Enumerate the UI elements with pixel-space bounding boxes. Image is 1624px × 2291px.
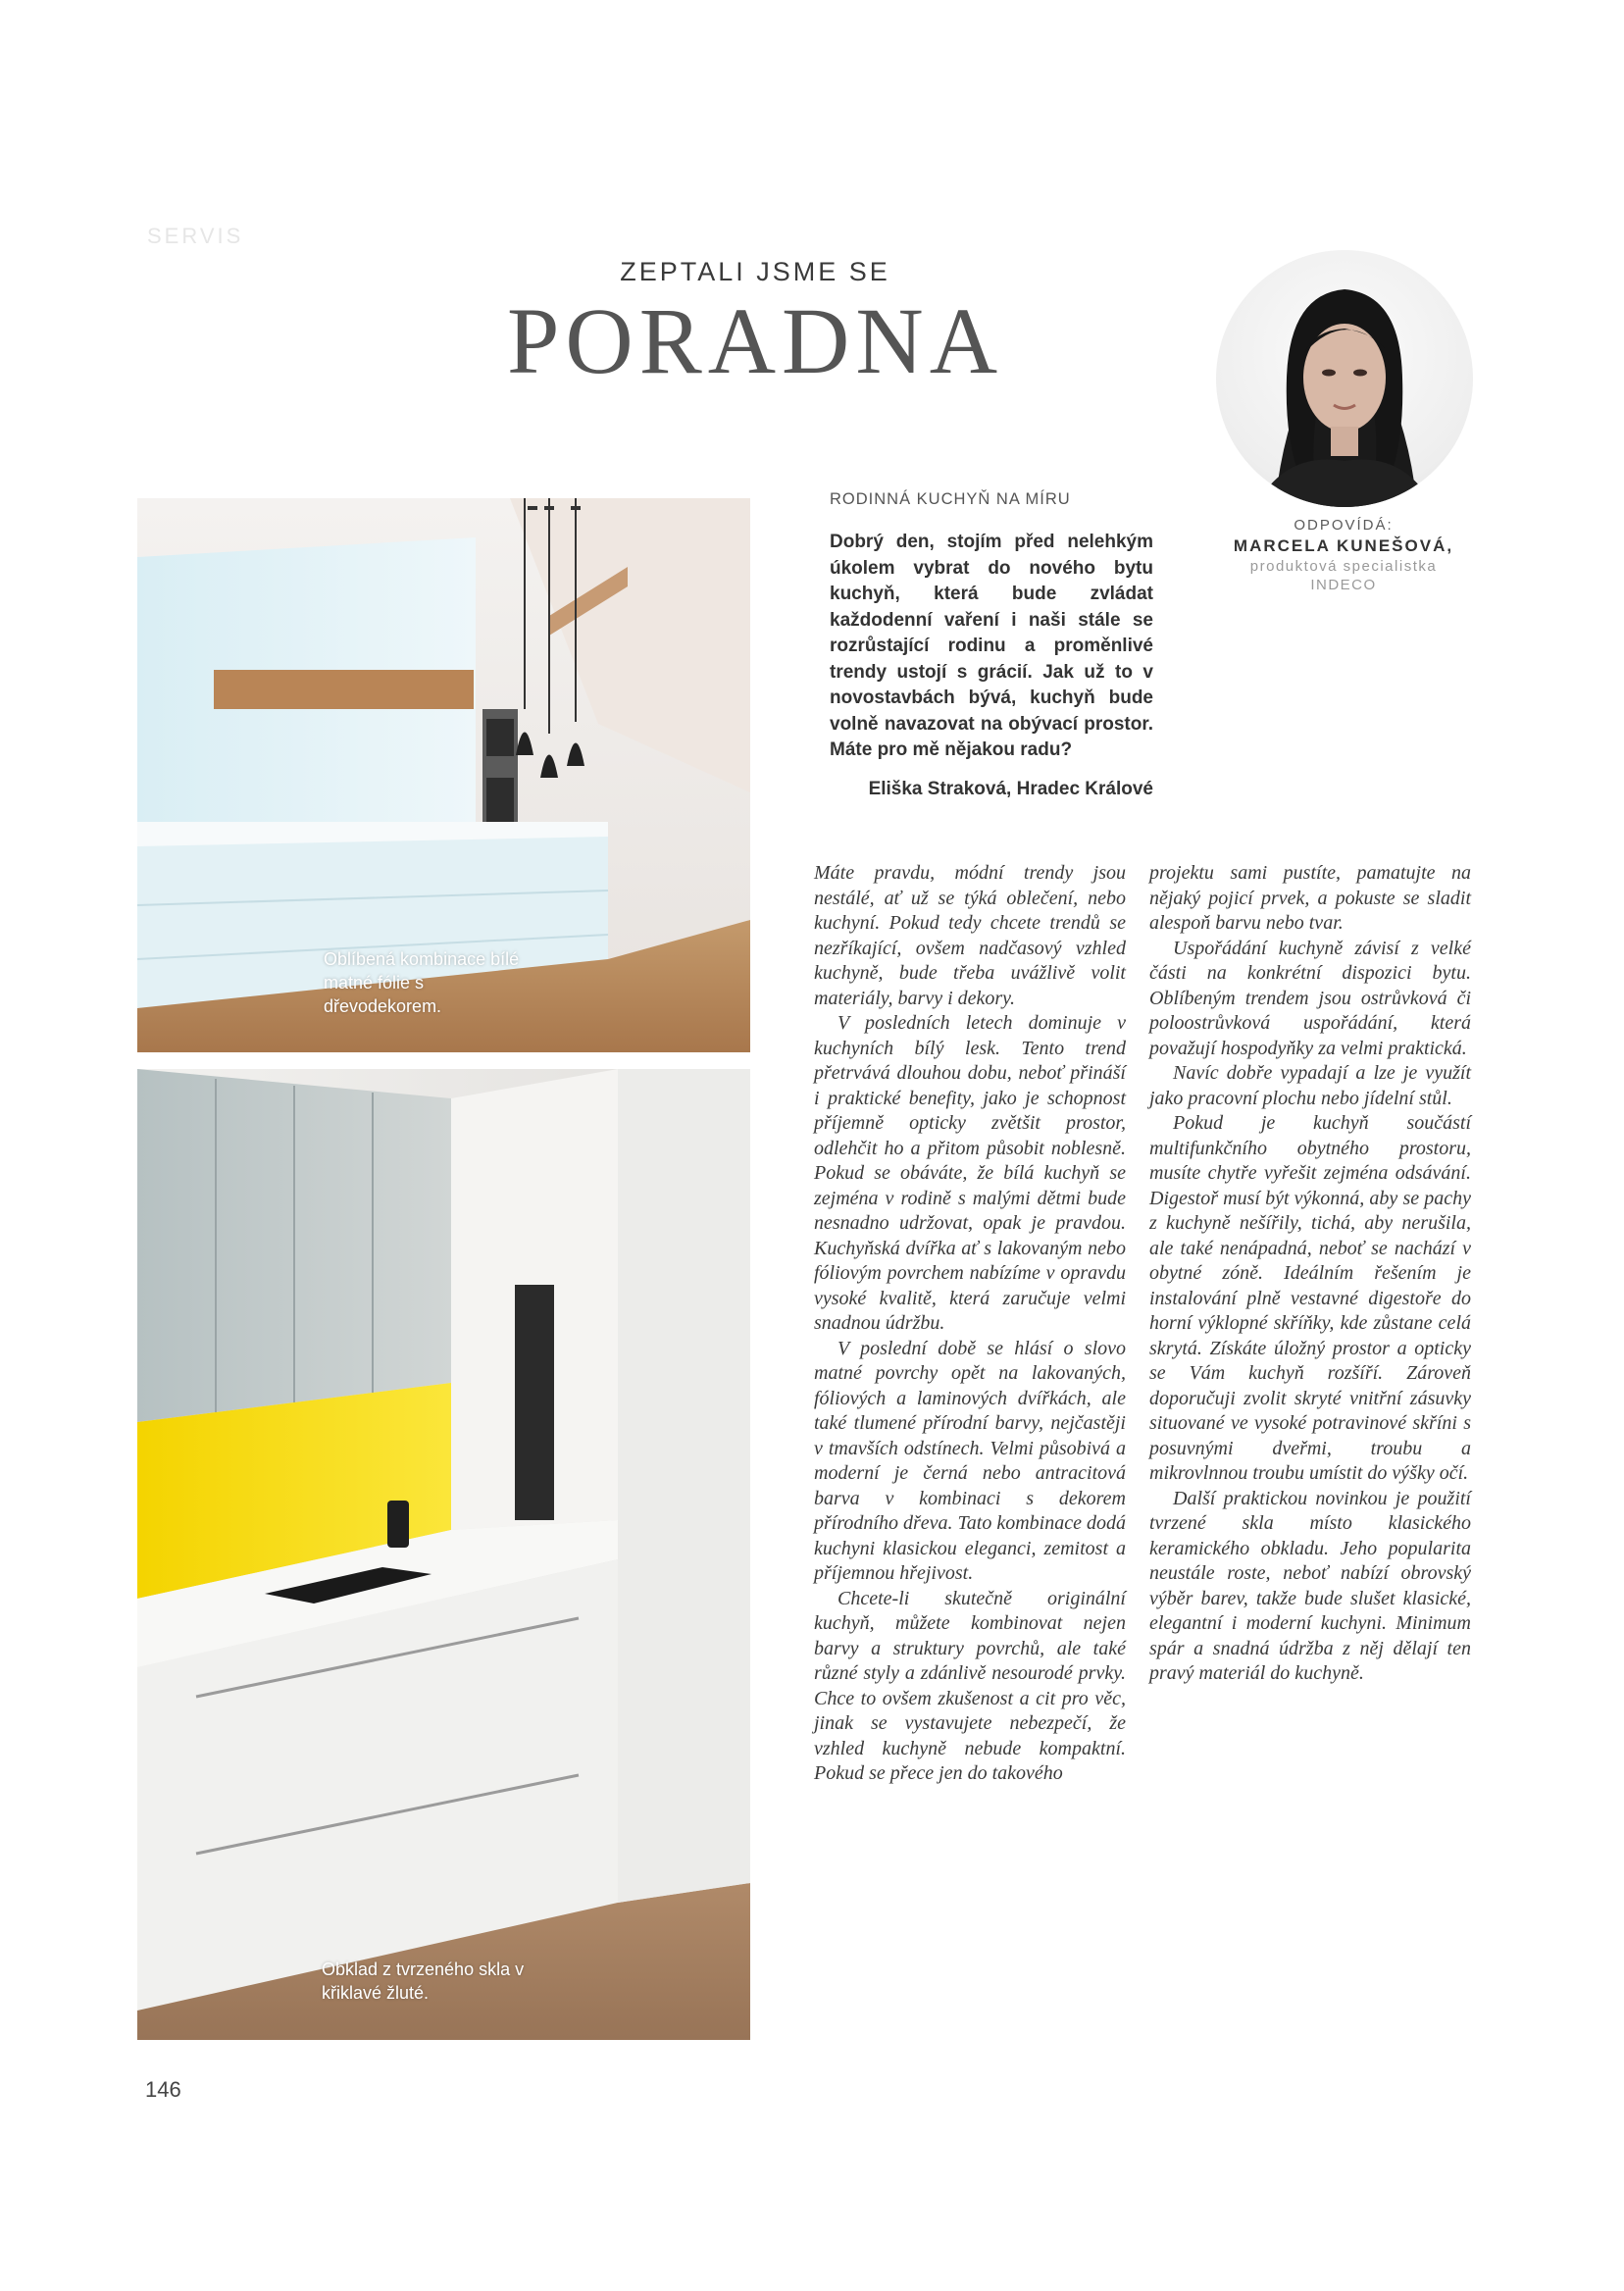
article-column-2 [1149,861,1471,1687]
advisor-role: produktová specialistka [1249,558,1438,575]
photo-caption-attic: Oblíbená kombinace bílé matné fólie s dřevodekorem. [324,949,520,1016]
advisor-credit [1196,517,1491,593]
article-paragraph: Navíc dobře vypadají a lze je využít jako pracovní plochu nebo jídelní stůl. [1149,1062,1471,1109]
article-paragraph: V poslední době se hlásí o slovo matné povrchy opět na lakovaných, fóliových a laminových dvířkách, ale také tlumené přírodní barvy, nejčastěji v tmavších odstínech. Velmi působivá a moderní je černá nebo antracitová barva v kombinaci s dekorem přírodního dřeva. Tato kombinace dodá kuchyni klasickou eleganci, zemitost a příjemnou hřejivost. [814,1337,1126,1584]
advisor-photo [1216,250,1473,507]
article-paragraph: Chcete-li skutečně originální kuchyň, můžete kombinovat nejen barvy a struktury povrchů, ale také různé styly a zdánlivě nesourodé prvky. Chce to ovšem zkušenost a cit pro věc, jinak se vystavujete nebezpečí, že vzhled kuchyně nebude kompaktní. Pokud se přece jen do takového [814,1587,1126,1784]
article-paragraph: V posledních letech dominuje v kuchyních bílý lesk. Tento trend přetrvává dlouhou dobu, neboť přináší i praktické benefity, jako je schopnost příjemně opticky zvětšit prostor, odlehčit ho a přitom působit noblesně. Pokud se obáváte, že bílá kuchyň se zejména v rodině s malými dětmi bude nesnadno udržovat, opak je pravdou. Kuchyňská dvířka ať s lakovaným nebo fóliovým povrchem nabízíme v opravdu vysoké kvalitě, která zaručuje velmi snadnou údržbu. [814,1012,1126,1334]
kitchen-photo-yellow [137,1069,750,2040]
section-tag: SERVIS [147,224,244,248]
question-heading: RODINNÁ KUCHYŇ NA MÍRU [830,490,1071,508]
advisor-company: INDECO [1310,577,1377,593]
article-paragraph: Uspořádání kuchyně závisí z velké části na konkrétní dispozici bytu. Oblíbeným trendem jsou ostrůvková či poloostrůvková uspořádání, která považují hospodyňky za velmi praktická. [1149,937,1471,1059]
article-column-1 [814,861,1126,1787]
question-signature: Eliška Straková, Hradec Králové [868,779,1153,799]
advisor-label: ODPOVÍDÁ: [1294,517,1394,534]
question-body: Dobrý den, stojím před nelehkým úkolem vybrat do nového bytu kuchyň, která bude zvládat každodenní vaření i naši stále se rozrůstající rodinu a proměnlivé trendy ustojí s grácií. Jak už to v novostavbách bývá, kuchyň bude volně navazovat na obývací prostor. Máte pro mě nějakou radu? [830,532,1153,760]
page-number: 146 [145,2077,181,2102]
photo-caption-yellow: Obklad z tvrzeného skla v křiklavé žluté. [322,1960,525,2003]
article-paragraph: projektu sami pustíte, pamatujte na nějaký pojicí prvek, a pokuste se sladit alespoň barvu nebo tvar. [1149,862,1471,934]
advisor-name: MARCELA KUNEŠOVÁ, [1233,536,1454,555]
article-paragraph: Máte pravdu, módní trendy jsou nestálé, ať už se týká oblečení, nebo kuchyní. Pokud tedy chcete trendů se nezříkající, ovšem nadčasový vzhled kuchyně, bude třeba uvážlivě volit materiály, barvy i dekory. [814,862,1126,1009]
article-paragraph: Pokud je kuchyň součástí multifunkčního obytného prostoru, musíte chytře vyřešit zejména odsávání. Digestoř musí být výkonná, aby se pachy z kuchyně nešířily, tichá, aby nerušila, ale také nenápadná, neboť se nachází v obytné zóně. Ideálním řešením je instalování plně vestavné digestoře do horní výklopné skříňky, kde zůstane celá skrytá. Získáte úložný prostor a opticky se Vám kuchyň rozšíří. Zároveň doporučuji zvolit skryté vnitřní zásuvky situované ve vysoké potravinové skříni s posuvnými dveřmi, troubu a mikrovlnnou troubu umístit do výšky očí. [1149,1112,1471,1484]
kicker: ZEPTALI JSME SE [620,257,890,286]
kitchen-photo-attic [137,498,750,1052]
advisor-portrait [1216,250,1473,507]
yellow-kitchen-illustration [137,1069,750,2040]
article-paragraph: Další praktickou novinkou je použití tvrzené skla místo klasického keramického obkladu. Jeho popularita neustále roste, neboť nabízí obrovský výběr barev, takže bude slušet klasické, elegantní i moderní kuchyni. Minimum spár a snadná údržba z něj dělají ten pravý materiál do kuchyně. [1149,1487,1471,1684]
masthead-title: PORADNA [506,288,1004,393]
